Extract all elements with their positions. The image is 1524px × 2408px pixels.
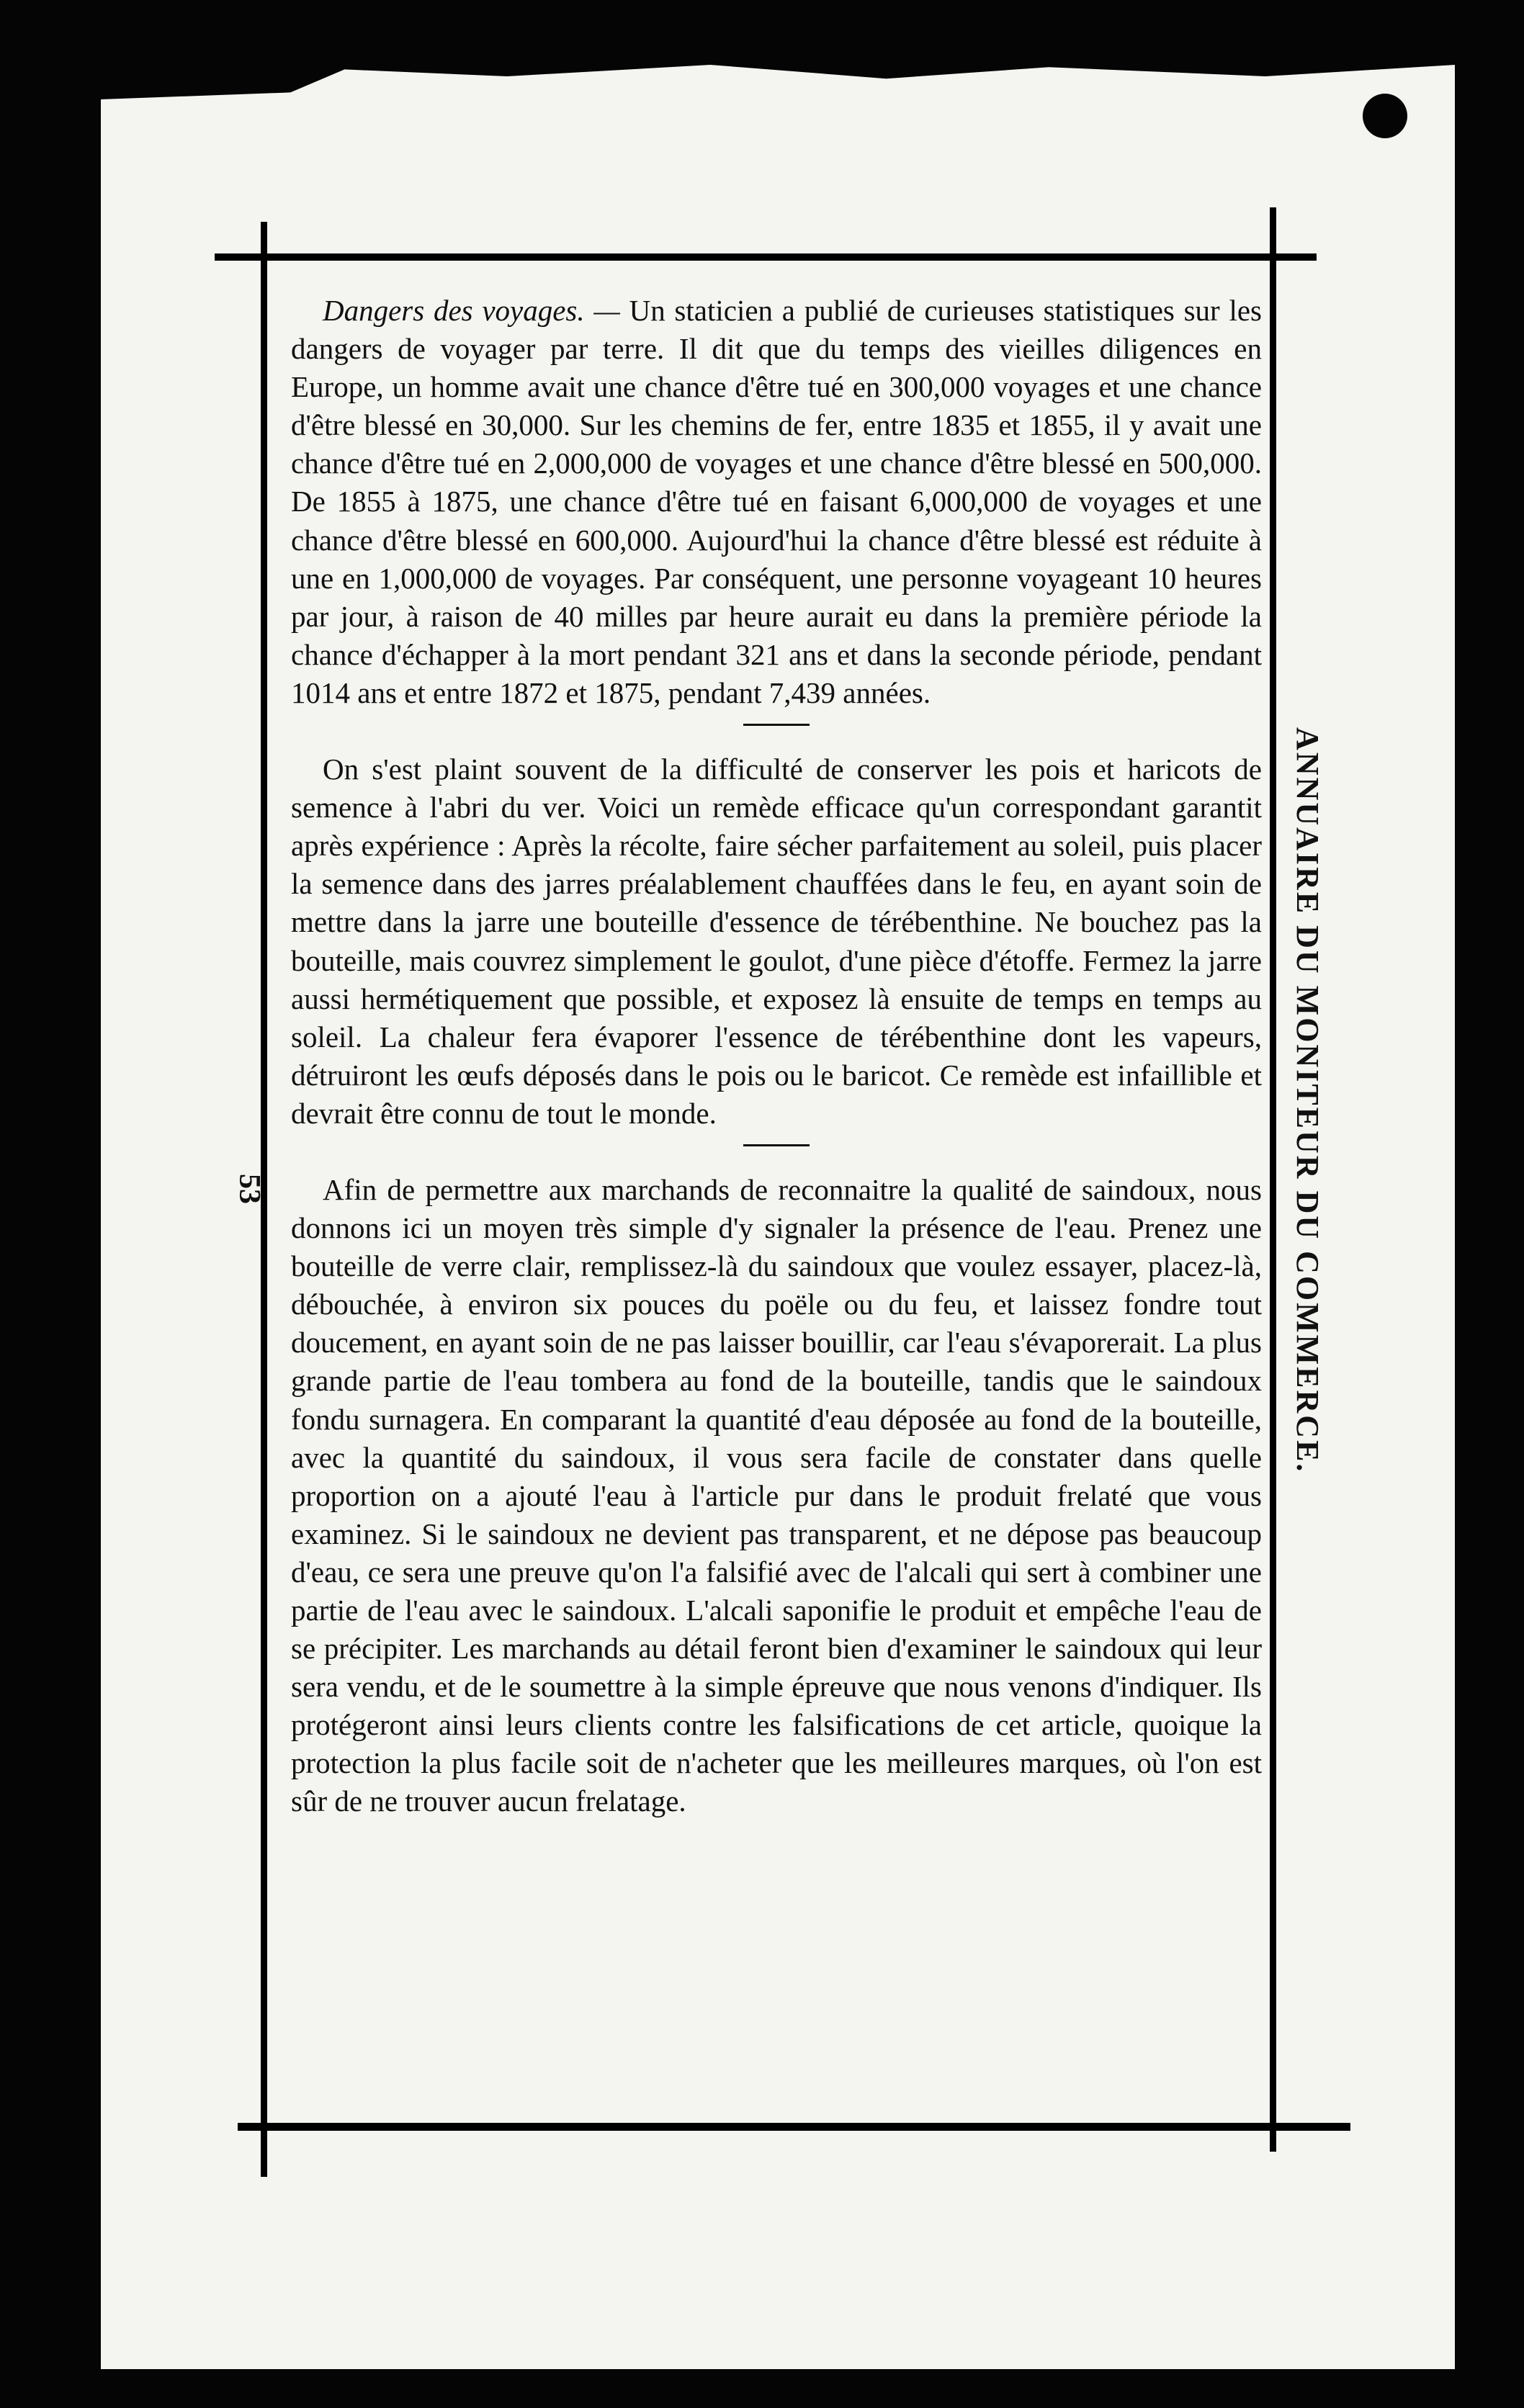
- article-body: [291, 292, 1262, 1821]
- right-border-line: [1270, 207, 1276, 2152]
- top-rule: [215, 253, 1317, 261]
- paragraph-lard-test: [291, 1171, 1262, 1821]
- section-separator: [743, 724, 810, 726]
- paragraph-text: Afin de permettre aux marchands de reconnaitre la qualité de saindoux, nous donnons ici un moyen très simple d'y signaler la présence de l'eau. Prenez une bouteille de verre clair, remplissez-là du saindoux que voulez essayer, placez-là, débouchée, à environ six pouces du poële ou du feu, et laissez fondre tout doucement, en ayant soin de ne pas laisser bouillir, car l'eau s'évaporerait. La plus grande partie de l'eau tombera au fond de la bouteille, tandis que le saindoux fondu surnagera. En comparant la quantité d'eau déposée au fond de la bouteille, avec la quantité du saindoux, il vous sera facile de constater dans quelle proportion on a ajouté l'eau à l'article pur dans le produit frelaté que vous examinez. Si le saindoux ne devient pas transparent, et ne dépose pas beaucoup d'eau, ce sera une preuve qu'on l'a falsifié avec de l'alcali qui sert à combiner une partie de l'eau avec le saindoux. L'alcali saponifie le produit et empêche l'eau de se précipiter. Les marchands au détail feront bien d'examiner le saindoux qui leur sera vendu, et de le soumettre à la simple épreuve que nous venons d'indiquer. Ils protégeront ainsi leurs clients contre les falsifications de cet article, quoique la protection la plus facile soit de n'acheter que les meilleures marques, où l'on est sûr de ne trouver aucun frelatage.: [291, 1172, 1262, 1818]
- paragraph-lead-title: Dangers des voyages. —: [323, 294, 620, 327]
- side-running-title: ANNUAIRE DU MONITEUR DU COMMERCE.: [1290, 727, 1325, 1474]
- section-separator: [743, 1144, 810, 1146]
- paragraph-seed-preservation: [291, 750, 1262, 1133]
- punch-hole: [1363, 94, 1407, 138]
- bottom-rule: [238, 2123, 1350, 2131]
- paragraph-text: Un staticien a publié de curieuses statistiques sur les dangers de voyager par terre. Il dit que du temps des vieilles diligences en Europe, un homme avait une chance d'être tué en 300,000 voyages et une chance d'être blessé en 30,000. Sur les chemins de fer, entre 1835 et 1855, il y avait une chance d'être tué en 2,000,000 de voyages et une chance d'être blessé en 500,000. De 1855 à 1875, une chance d'être tué en faisant 6,000,000 de voyages et une chance d'être blessé en 600,000. Aujourd'hui la chance d'être blessé est réduite à une en 1,000,000 de voyages. Par conséquent, une personne voyageant 10 heures par jour, à raison de 40 milles par heure aurait eu dans la première période la chance d'échapper à la mort pendant 321 ans et dans la seconde période, pendant 1014 ans et entre 1872 et 1875, pendant 7,439 années.: [291, 294, 1262, 709]
- paragraph-travel-dangers: [291, 292, 1262, 712]
- paragraph-text: On s'est plaint souvent de la difficulté de conserver les pois et haricots de semence à l'abri du ver. Voici un remède efficace qu'un correspondant garantit après expérience : Après la récolte, faire sécher parfaitement au soleil, puis placer la semence dans des jarres préalablement chauffées dans le feu, en ayant soin de mettre dans la jarre une bouteille d'essence de térébenthine. Ne bouchez pas la bouteille, mais couvrez simplement le goulot, d'une pièce d'étoffe. Fermez la jarre aussi hermétiquement que possible, et exposez là ensuite de temps en temps au soleil. La chaleur fera évaporer l'essence de térébenthine dont les vapeurs, détruiront les œufs déposés dans le pois ou le baricot. Ce remède est infaillible et devrait être connu de tout le monde.: [291, 752, 1262, 1130]
- page-number: 53: [233, 1174, 266, 1204]
